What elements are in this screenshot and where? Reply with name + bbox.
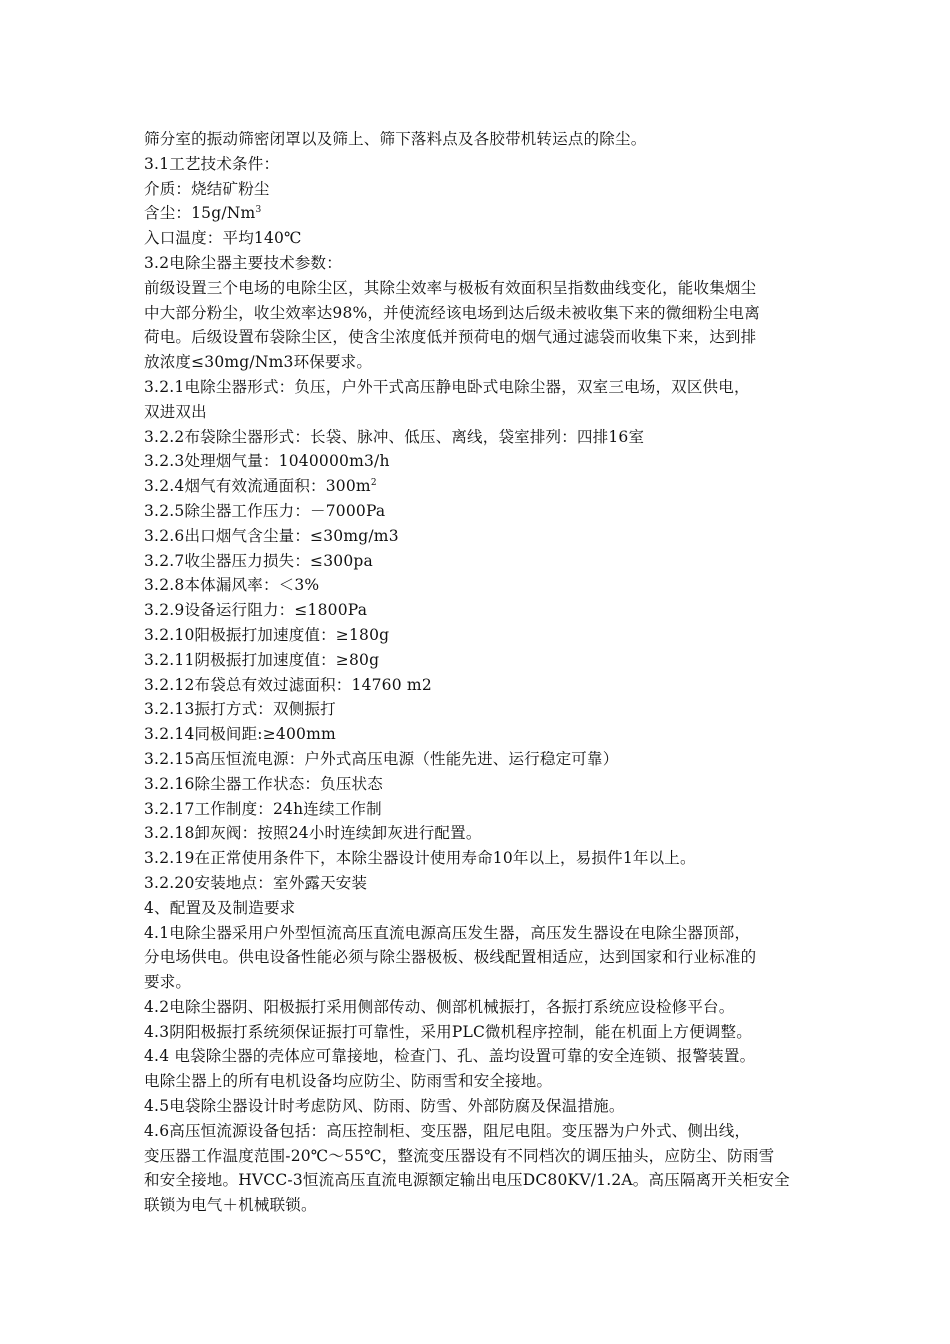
text-line: 分电场供电。供电设备性能必须与除尘器极板、极线配置相适应，达到国家和行业标准的 xyxy=(144,948,757,967)
text-line: 电除尘器上的所有电机设备均应防尘、防雨雪和安全接地。 xyxy=(144,1072,553,1091)
text-line: 3.2.10阳极振打加速度值：≥180g xyxy=(144,625,390,644)
text-line: 3.2.11阴极振打加速度值：≥80g xyxy=(144,650,380,669)
text-line: 4.3阴阳极振打系统须保证振打可靠性，采用PLC微机程序控制，能在机面上方便调整。 xyxy=(144,1022,752,1041)
text-line: 要求。 xyxy=(144,973,192,992)
flow-area-text: 3.2.4烟气有效流通面积：300m xyxy=(144,477,371,496)
text-line xyxy=(144,474,814,499)
text-line: 放浓度≤30mg/Nm3环保要求。 xyxy=(144,353,373,372)
text-line: 联锁为电气＋机械联锁。 xyxy=(144,1196,317,1215)
text-line: 4.1电除尘器采用户外型恒流高压直流电源高压发生器，高压发生器设在电除尘器顶部， xyxy=(144,923,751,942)
text-line: 3.2.8本体漏风率：＜3% xyxy=(144,576,320,595)
text-line xyxy=(144,201,814,226)
text-line: 3.2.2布袋除尘器形式：长袋、脉冲、低压、离线，袋室排列：四排16室 xyxy=(144,427,645,446)
text-line: 入口温度：平均140℃ xyxy=(144,229,302,248)
text-line: 双进双出 xyxy=(144,402,207,421)
text-line: 3.2.12布袋总有效过滤面积：14760 m2 xyxy=(144,675,432,694)
text-line: 前级设置三个电场的电除尘区，其除尘效率与极板有效面积呈指数曲线变化，能收集烟尘 xyxy=(144,278,757,297)
document-body xyxy=(144,127,814,1218)
section-heading: 4、配置及及制造要求 xyxy=(144,898,296,917)
text-line: 3.2.19在正常使用条件下，本除尘器设计使用寿命10年以上，易损件1年以上。 xyxy=(144,849,696,868)
text-line: 3.2.6出口烟气含尘量：≤30mg/m3 xyxy=(144,526,399,545)
text-line: 变压器工作温度范围-20℃～55℃，整流变压器设有不同档次的调压抽头，应防尘、防雨雪 xyxy=(144,1146,775,1165)
text-line: 和安全接地。HVCC-3恒流高压直流电源额定输出电压DC80KV/1.2A。高压隔离开关柜安全 xyxy=(144,1171,790,1190)
text-line: 3.2.3处理烟气量：1040000m3/h xyxy=(144,452,390,471)
text-line: 荷电。后级设置布袋除尘区，使含尘浓度低并预荷电的烟气通过滤袋而收集下来，达到排 xyxy=(144,328,757,347)
superscript: 2 xyxy=(370,478,377,489)
text-line: 4.2电除尘器阴、阳极振打采用侧部传动、侧部机械振打，各振打系统应设检修平台。 xyxy=(144,997,735,1016)
text-line: 3.2.18卸灰阀：按照24小时连续卸灰进行配置。 xyxy=(144,824,482,843)
text-line: 介质：烧结矿粉尘 xyxy=(144,179,270,198)
text-line: 3.2.16除尘器工作状态：负压状态 xyxy=(144,774,383,793)
text-line: 4.6高压恒流源设备包括：高压控制柜、变压器，阻尼电阻。变压器为户外式、侧出线， xyxy=(144,1121,751,1140)
text-line: 4.4 电袋除尘器的壳体应可靠接地，检查门、孔、盖均设置可靠的安全连锁、报警装置。 xyxy=(144,1047,756,1066)
text-line: 中大部分粉尘，收尘效率达98%，并使流经该电场到达后级未被收集下来的微细粉尘电离 xyxy=(144,303,760,322)
text-line: 3.2.9设备运行阻力：≤1800Pa xyxy=(144,601,368,620)
text-line: 3.2.17工作制度：24h连续工作制 xyxy=(144,799,382,818)
text-line: 3.2.20安装地点：室外露天安装 xyxy=(144,873,368,892)
text-line: 3.2.1电除尘器形式：负压，户外干式高压静电卧式电除尘器，双室三电场，双区供电， xyxy=(144,377,750,396)
text-line: 3.2.14同极间距:≥400mm xyxy=(144,725,336,744)
text-line: 3.2.15高压恒流电源：户外式高压电源（性能先进、运行稳定可靠） xyxy=(144,749,619,768)
dust-content-text: 含尘：15g/Nm xyxy=(144,204,256,223)
text-line: 3.2.13振打方式：双侧振打 xyxy=(144,700,336,719)
section-heading: 3.2电除尘器主要技术参数： xyxy=(144,253,342,272)
text-line: 4.5电袋除尘器设计时考虑防风、防雨、防雪、外部防腐及保温措施。 xyxy=(144,1097,625,1116)
text-line: 3.2.7收尘器压力损失：≤300pa xyxy=(144,551,373,570)
text-line: 筛分室的振动筛密闭罩以及筛上、筛下落料点及各胶带机转运点的除尘。 xyxy=(144,130,647,148)
section-heading: 3.1工艺技术条件： xyxy=(144,154,280,173)
text-line: 3.2.5除尘器工作压力：－7000Pa xyxy=(144,501,386,520)
superscript: 3 xyxy=(255,205,262,216)
